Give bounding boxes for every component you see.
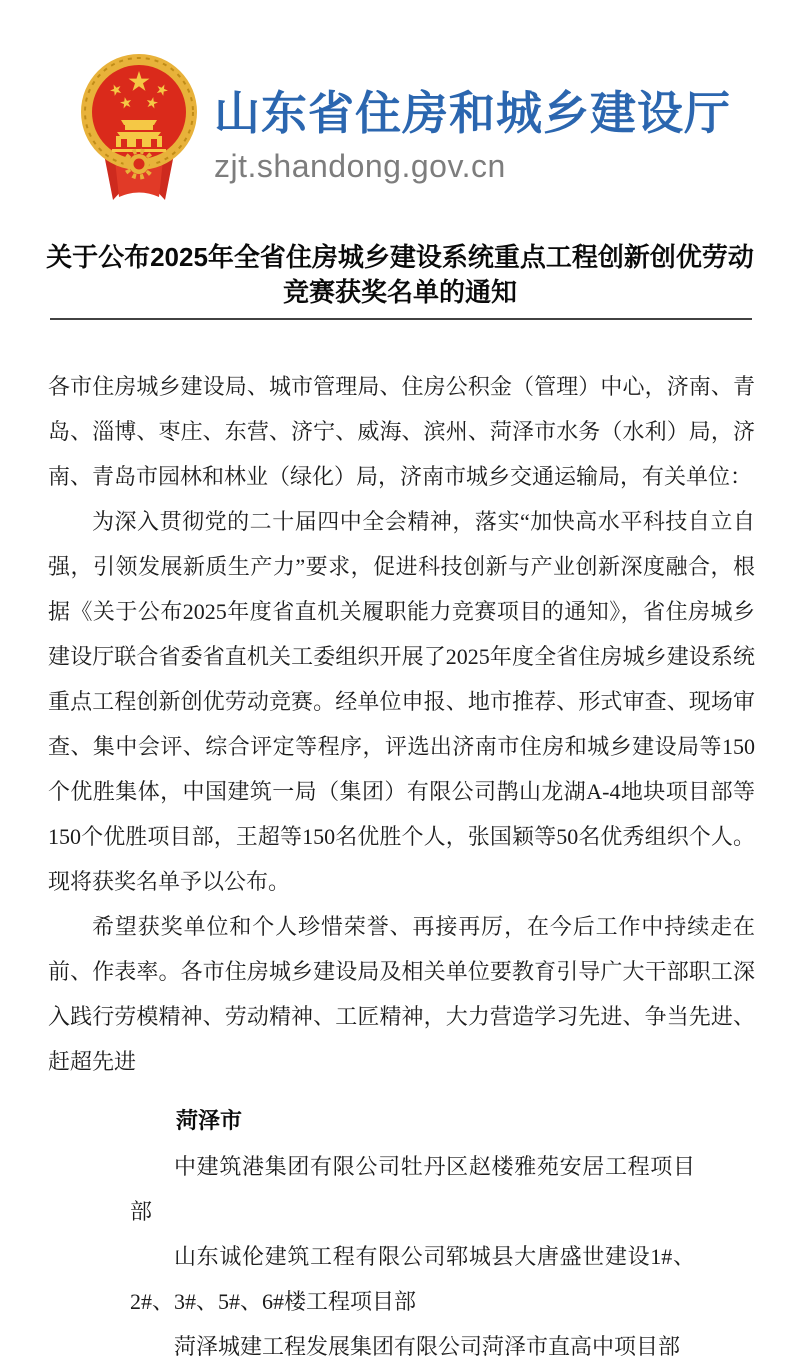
notice-title-line2: 竞赛获奖名单的通知 xyxy=(282,277,517,307)
award-list-section xyxy=(48,1098,755,1369)
award-winner-item: 中建筑港集团有限公司牡丹区赵楼雅苑安居工程项目部 xyxy=(130,1154,695,1224)
award-winner-item: 菏泽城建工程发展集团有限公司菏泽市直高中项目部 xyxy=(174,1334,681,1359)
site-header xyxy=(0,0,800,210)
notice-title xyxy=(0,240,800,310)
body-paragraph-1: 为深入贯彻党的二十届四中全会精神，落实“加快高水平科技自立自强，引领发展新质生产力”要求，促进科技创新与产业创新深度融合，根据《关于公布2025年度省直机关履职能力竞赛项目的通知》，省住房城乡建设厅联合省委省直机关工委组织开展了2025年度全省住房城乡建设系统重点工程创新创优劳动竞赛。经单位申报、地市推荐、形式审查、现场审查、集中会评、综合评定等程序，评选出济南市住房和城乡建设局等150个优胜集体，中国建筑一局（集团）有限公司鹊山龙湖A-4地块项目部等150个优胜项目部，王超等150名优胜个人，张国颖等50名优秀组织个人。现将获奖名单予以公布。 xyxy=(48,509,755,894)
award-city-heading: 菏泽市 xyxy=(176,1108,243,1133)
recipients-paragraph: 各市住房城乡建设局、城市管理局、住房公积金（管理）中心，济南、青岛、淄博、枣庄、东营、济宁、威海、滨州、菏泽市水务（水利）局，济南、青岛市园林和林业（绿化）局，济南市城乡交通运输局，有关单位： xyxy=(48,374,755,489)
site-url: zjt.shandong.gov.cn xyxy=(214,148,506,184)
body-paragraph-2: 希望获奖单位和个人珍惜荣誉、再接再厉，在今后工作中持续走在前、作表率。各市住房城乡建设局及相关单位要教育引导广大干部职工深入践行劳模精神、劳动精神、工匠精神，大力营造学习先进、争当先进、赶超先进 xyxy=(48,914,755,1074)
award-winner-item: 山东诚伦建筑工程有限公司郓城县大唐盛世建设1#、2#、3#、5#、6#楼工程项目部 xyxy=(130,1244,695,1314)
national-emblem-icon[interactable] xyxy=(74,50,204,210)
notice-body xyxy=(0,320,800,1369)
site-brand xyxy=(214,50,731,186)
site-name[interactable]: 山东省住房和城乡建设厅 xyxy=(214,87,731,139)
notice-title-line1: 关于公布2025年全省住房城乡建设系统重点工程创新创优劳动 xyxy=(46,242,754,272)
